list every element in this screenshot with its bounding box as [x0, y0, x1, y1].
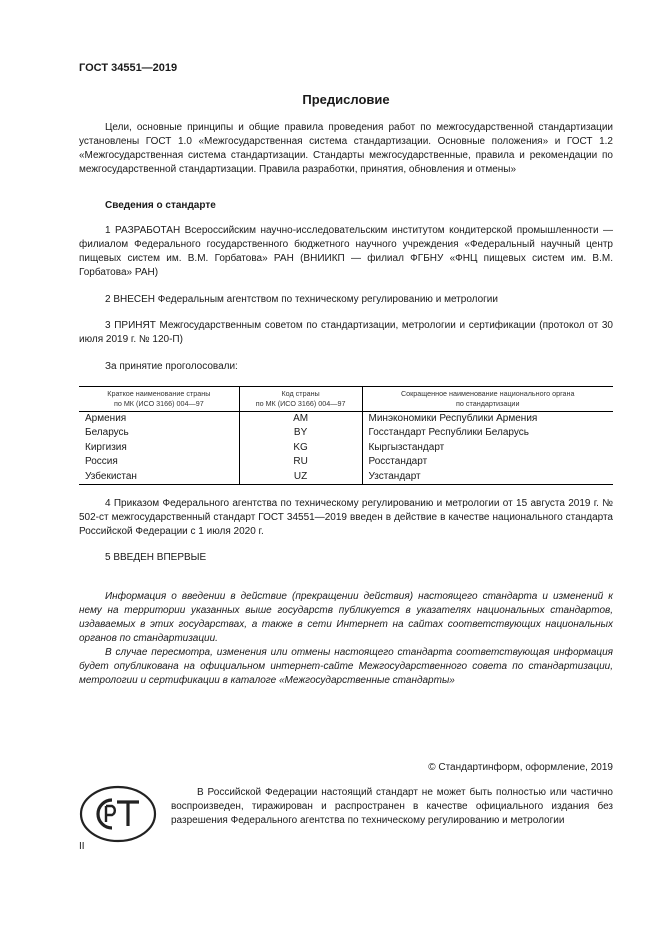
header-country-name: Краткое наименование страны по МК (ИСО 3166) 004—97 — [79, 387, 239, 412]
country-name: Беларусь — [85, 427, 129, 439]
item-introduced-by: 2 ВНЕСЕН Федеральным агентством по техническому регулированию и метрологии — [105, 294, 498, 305]
country-code: RU — [239, 455, 362, 469]
header-country-code: Код страны по МК (ИСО 3166) 004—97 — [239, 387, 362, 412]
table-header-row — [79, 387, 613, 412]
copyright-notice: В Российской Федерации настоящий стандарт не может быть полностью или частично воспроизведен, тиражирован и распространен в качестве официального издания без разрешения Федерального агентства по техническому регулированию и метрологии — [171, 787, 613, 826]
info-heading: Сведения о стандарте — [105, 200, 216, 211]
copyright-line: © Стандартинформ, оформление, 2019 — [428, 762, 613, 773]
item-adopted: 3 ПРИНЯТ Межгосударственным советом по стандартизации, метрологии и сертификации (протокол от 30 июля 2019 г. № 120-П) — [79, 320, 613, 345]
document-code: ГОСТ 34551—2019 — [79, 62, 178, 74]
table-row — [79, 455, 613, 469]
table-row — [79, 441, 613, 455]
country-code: AM — [239, 412, 362, 427]
page-number: II — [79, 841, 85, 852]
country-name: Армения — [85, 413, 127, 424]
national-body: Узстандарт — [362, 470, 613, 485]
info-note-publication: Информация о введении в действие (прекращении действия) настоящего стандарта и изменений к нему на территории указанных выше государств публикуется в указателях национальных стандартов, издаваемых в этих государствах, а также в сети Интернет на сайтах соответствующих национальных органов по стандартизации. — [79, 591, 613, 644]
table-row — [79, 470, 613, 485]
national-body: Росстандарт — [362, 455, 613, 469]
country-name: Россия — [85, 456, 118, 468]
country-code: KG — [239, 441, 362, 455]
national-body: Госстандарт Республики Беларусь — [362, 426, 613, 440]
country-code: BY — [239, 426, 362, 440]
header-national-body: Сокращенное наименование национального органа по стандартизации — [362, 387, 613, 412]
country-name: Киргизия — [85, 441, 127, 453]
page-title: Предисловие — [302, 92, 390, 107]
national-body: Минэкономики Республики Армения — [362, 412, 613, 427]
item-first: 5 ВВЕДЕН ВПЕРВЫЕ — [105, 552, 207, 563]
table-row — [79, 426, 613, 440]
info-note-revision: В случае пересмотра, изменения или отмены настоящего стандарта соответствующая информация будет опубликована на официальном интернет-сайте Межгосударственного совета по стандартизации, метрологии и сертификации в каталоге «Межгосударственные стандарты» — [79, 647, 613, 686]
intro-paragraph: Цели, основные принципы и общие правила проведения работ по межгосударственной стандартизации установлены ГОСТ 1.0 «Межгосударственная система стандартизации. Основные положения» и ГОСТ 1.2 «Межгосударственная система стандартизации. Стандарты межгосударственные, правила и рекомендации по межгосударственной стандартизации. Правила разработки, принятия, обновления и отмены» — [79, 122, 613, 175]
country-code: UZ — [239, 470, 362, 485]
item-order: 4 Приказом Федерального агентства по техническому регулированию и метрологии от 15 августа 2019 г. № 502-ст межгосударственный стандарт ГОСТ 34551—2019 введен в действие в качестве национального стандарта Российской Федерации с 1 июля 2020 г. — [79, 498, 613, 537]
country-name: Узбекистан — [79, 470, 239, 485]
national-body: Кыргызстандарт — [362, 441, 613, 455]
voted-label: За принятие проголосовали: — [105, 361, 238, 372]
table-row — [79, 412, 613, 427]
gost-r-logo-icon — [79, 785, 157, 843]
item-developed: 1 РАЗРАБОТАН Всероссийским научно-исследовательским институтом кондитерской промышленности — филиалом Федерального государственного бюджетного научного учреждения «Федеральный научный центр пищевых систем им. В.М. Горбатова» РАН (ВНИИКП — филиал ФГБНУ «ФНЦ пищевых систем им. В.М. Горбатова» РАН) — [79, 225, 613, 278]
voting-table — [79, 386, 613, 485]
